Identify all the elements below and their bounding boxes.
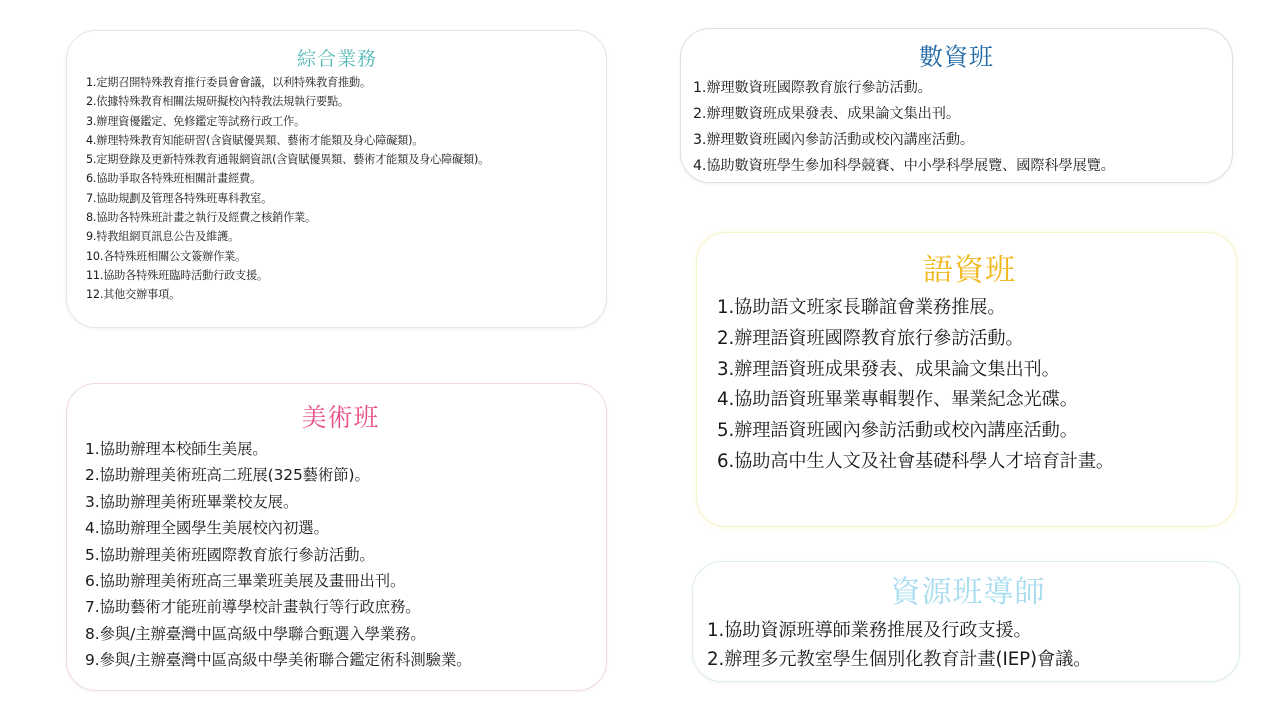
list-item: 10.各特殊班相關公文簽辦作業。: [86, 249, 247, 263]
list-item: 4.協助辦理全國學生美展校內初選。: [85, 519, 329, 538]
list-item: 5.定期登錄及更新特殊教育通報網資訊(含資賦優異類、藝術才能類及身心障礙類)。: [86, 153, 490, 167]
list-item: 8.參與/主辦臺灣中區高級中學聯合甄選入學業務。: [85, 624, 426, 643]
resource-teacher-title: 資源班導師: [890, 575, 1046, 610]
list-item: 2.辦理多元教室學生個別化教育計畫(IEP)會議。: [707, 649, 1092, 670]
list-item: 1.辦理數資班國際教育旅行參訪活動。: [693, 80, 932, 96]
language-class-title: 語資班: [923, 253, 1016, 288]
list-item: 8.協助各特殊班計畫之執行及經費之核銷作業。: [86, 211, 317, 225]
resource-teacher-list: [707, 616, 1229, 674]
list-item: 6.協助辦理美術班高三畢業班美展及畫冊出刊。: [85, 572, 406, 591]
list-item: 2.依據特殊教育相關法規研擬校內特教法規執行要點。: [86, 95, 349, 109]
list-item: 6.協助高中生人文及社會基礎科學人才培育計畫。: [717, 450, 1114, 472]
list-item: 5.協助辦理美術班國際教育旅行參訪活動。: [85, 545, 375, 564]
list-item: 1.定期召開特殊教育推行委員會會議，以利特殊教育推動。: [86, 76, 371, 89]
list-item: 5.辦理語資班國內參訪活動或校內講座活動。: [717, 420, 1078, 442]
list-item: 7.協助規劃及管理各特殊班專科教室。: [86, 191, 273, 205]
list-item: 3.辦理數資班國內參訪活動或校內講座活動。: [693, 132, 975, 148]
list-item: 6.協助爭取各特殊班相關計畫經費。: [86, 172, 262, 186]
general-affairs-card: [66, 30, 607, 328]
list-item: 3.辦理語資班成果發表、成果論文集出刊。: [717, 358, 1060, 380]
math-class-title: 數資班: [919, 43, 994, 71]
list-item: 9.特教組網頁訊息公告及維護。: [86, 230, 240, 244]
list-item: 4.協助數資班學生參加科學競賽、中小學科學展覽、國際科學展覽。: [693, 158, 1115, 174]
list-item: 2.協助辦理美術班高二班展(325藝術節)。: [85, 466, 370, 485]
language-class-card: [696, 232, 1237, 527]
list-item: 7.協助藝術才能班前導學校計畫執行等行政庶務。: [85, 598, 421, 617]
list-item: 9.參與/主辦臺灣中區高級中學美術聯合鑑定術科測驗業。: [85, 651, 472, 670]
art-class-card: [66, 383, 607, 691]
math-class-card: [680, 28, 1233, 183]
list-item: 3.辦理資優鑑定、免修鑑定等試務行政工作。: [86, 114, 306, 128]
art-class-title: 美術班: [301, 403, 380, 432]
language-class-list: [717, 293, 1222, 478]
list-item: 1.協助語文班家長聯誼會業務推展。: [717, 297, 1006, 318]
list-item: 2.辦理語資班國際教育旅行參訪活動。: [717, 327, 1024, 349]
math-class-list: [693, 75, 1220, 179]
resource-teacher-card: [692, 561, 1240, 682]
list-item: 12.其他交辦事項。: [86, 288, 181, 302]
general-affairs-title: 綜合業務: [296, 48, 377, 70]
list-item: 2.辦理數資班成果發表、成果論文集出刊。: [693, 106, 960, 122]
list-item: 11.協助各特殊班臨時活動行政支援。: [86, 268, 269, 282]
general-affairs-list: [86, 73, 588, 305]
list-item: 1.協助辦理本校師生美展。: [85, 440, 268, 458]
list-item: 4.協助語資班畢業專輯製作、畢業紀念光碟。: [717, 389, 1078, 411]
list-item: 3.協助辦理美術班畢業校友展。: [85, 492, 299, 511]
list-item: 1.協助資源班導師業務推展及行政支援。: [707, 620, 1032, 641]
art-class-list: [85, 436, 596, 674]
list-item: 4.辦理特殊教育知能研習(含資賦優異類、藝術才能類及身心障礙類)。: [86, 133, 424, 147]
